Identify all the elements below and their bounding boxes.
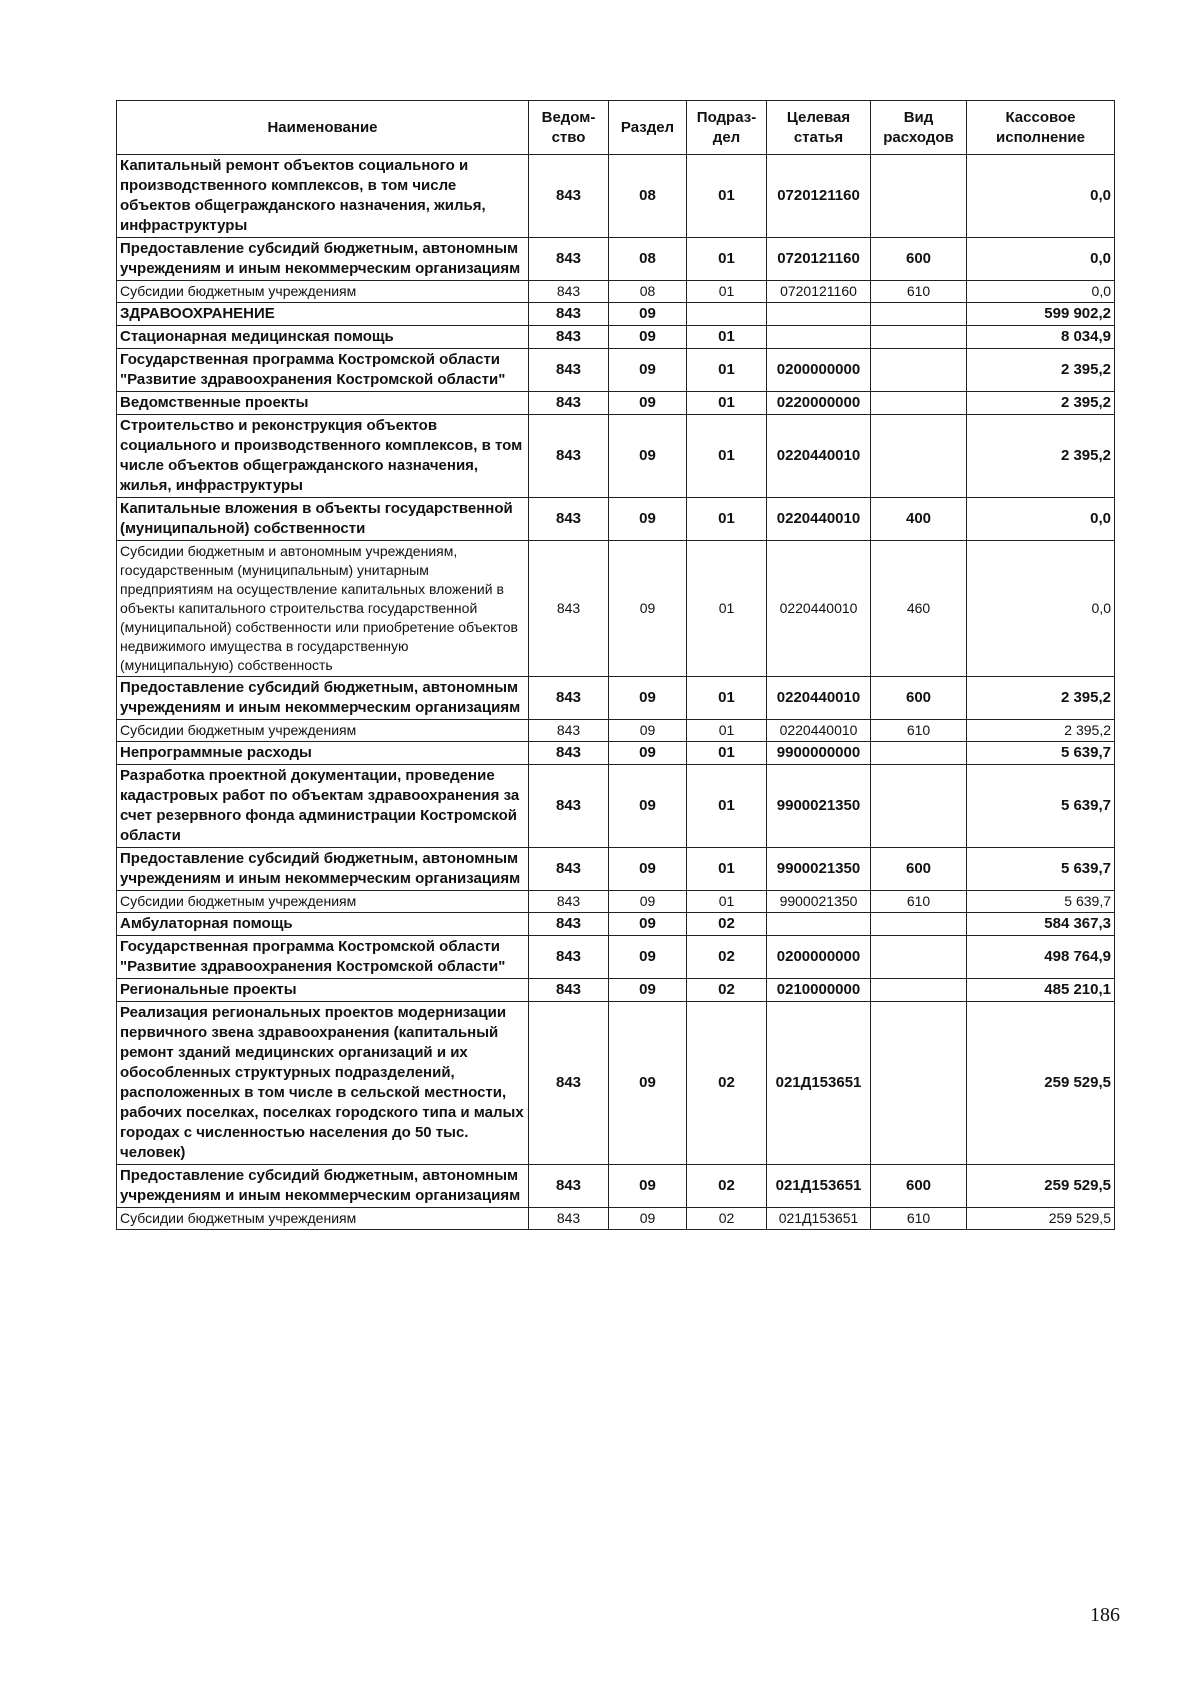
cell-podrazdel: 01 [687,415,767,498]
cell-razdel: 09 [609,1165,687,1208]
cell-ispolnenie: 2 395,2 [967,677,1115,720]
cell-vid: 460 [871,541,967,677]
cell-razdel: 08 [609,281,687,303]
cell-ispolnenie: 2 395,2 [967,392,1115,415]
table-row [117,742,1115,765]
cell-podrazdel: 01 [687,742,767,765]
cell-name: Субсидии бюджетным учреждениям [117,281,529,303]
table-row [117,392,1115,415]
header-tselevaya: Целевая статья [767,101,871,155]
cell-vedomstvo: 843 [529,979,609,1002]
cell-vedomstvo: 843 [529,415,609,498]
cell-tselevaya: 0220440010 [767,415,871,498]
table-row [117,720,1115,742]
cell-razdel: 09 [609,1208,687,1230]
cell-podrazdel: 02 [687,936,767,979]
cell-tselevaya: 0720121160 [767,238,871,281]
cell-ispolnenie: 485 210,1 [967,979,1115,1002]
cell-vedomstvo: 843 [529,281,609,303]
table-row [117,415,1115,498]
cell-vid [871,326,967,349]
cell-vedomstvo: 843 [529,1208,609,1230]
budget-execution-table [116,100,1115,1230]
cell-podrazdel: 01 [687,326,767,349]
cell-tselevaya: 9900021350 [767,891,871,913]
table-header-row [117,101,1115,155]
cell-name: Государственная программа Костромской области "Развитие здравоохранения Костромской области" [117,349,529,392]
table-row [117,349,1115,392]
cell-tselevaya: 0200000000 [767,349,871,392]
page-number: 186 [1090,1604,1120,1626]
cell-name: Субсидии бюджетным учреждениям [117,891,529,913]
cell-tselevaya: 0220440010 [767,541,871,677]
cell-vedomstvo: 843 [529,349,609,392]
cell-podrazdel: 02 [687,1165,767,1208]
table-row [117,848,1115,891]
cell-vid [871,913,967,936]
cell-name: Субсидии бюджетным учреждениям [117,720,529,742]
cell-podrazdel: 01 [687,349,767,392]
table-row [117,677,1115,720]
cell-tselevaya: 9900000000 [767,742,871,765]
cell-razdel: 08 [609,155,687,238]
cell-ispolnenie: 0,0 [967,498,1115,541]
cell-name: Амбулаторная помощь [117,913,529,936]
cell-ispolnenie: 498 764,9 [967,936,1115,979]
cell-vedomstvo: 843 [529,498,609,541]
cell-tselevaya: 0200000000 [767,936,871,979]
cell-vedomstvo: 843 [529,326,609,349]
cell-podrazdel: 01 [687,155,767,238]
cell-podrazdel: 01 [687,498,767,541]
cell-vid: 610 [871,891,967,913]
cell-ispolnenie: 259 529,5 [967,1165,1115,1208]
table-row [117,979,1115,1002]
cell-podrazdel: 02 [687,979,767,1002]
table-body [117,155,1115,1230]
cell-podrazdel: 01 [687,891,767,913]
table-row [117,326,1115,349]
cell-vid: 400 [871,498,967,541]
cell-vedomstvo: 843 [529,913,609,936]
cell-ispolnenie: 259 529,5 [967,1002,1115,1165]
cell-razdel: 09 [609,326,687,349]
cell-vedomstvo: 843 [529,936,609,979]
cell-vid [871,349,967,392]
cell-podrazdel: 01 [687,392,767,415]
table-row [117,891,1115,913]
header-vedomstvo: Ведом-ство [529,101,609,155]
cell-vedomstvo: 843 [529,1165,609,1208]
cell-vid [871,936,967,979]
cell-name: Непрограммные расходы [117,742,529,765]
cell-ispolnenie: 2 395,2 [967,349,1115,392]
cell-podrazdel: 02 [687,1002,767,1165]
cell-vedomstvo: 843 [529,238,609,281]
cell-tselevaya: 021Д153651 [767,1208,871,1230]
cell-ispolnenie: 0,0 [967,541,1115,677]
cell-podrazdel: 01 [687,677,767,720]
table-row [117,1165,1115,1208]
cell-name: Стационарная медицинская помощь [117,326,529,349]
cell-ispolnenie: 0,0 [967,281,1115,303]
table-row [117,1208,1115,1230]
cell-name: Предоставление субсидий бюджетным, автономным учреждениям и иным некоммерческим организациям [117,1165,529,1208]
cell-vedomstvo: 843 [529,742,609,765]
cell-razdel: 09 [609,498,687,541]
cell-name: Предоставление субсидий бюджетным, автономным учреждениям и иным некоммерческим организациям [117,238,529,281]
cell-vid: 610 [871,720,967,742]
cell-vedomstvo: 843 [529,720,609,742]
table-row [117,541,1115,677]
cell-podrazdel: 01 [687,541,767,677]
table-row [117,498,1115,541]
cell-razdel: 09 [609,913,687,936]
cell-razdel: 09 [609,720,687,742]
cell-name: Реализация региональных проектов модернизации первичного звена здравоохранения (капитальный ремонт зданий медицинских организаций и их обособленных структурных подразделений, расположенных в том числе в сельской местности, рабочих поселках, поселках городского типа и малых городах с численностью населения до 50 тыс. человек) [117,1002,529,1165]
cell-vid [871,742,967,765]
table-row [117,1002,1115,1165]
table-row [117,765,1115,848]
cell-razdel: 09 [609,936,687,979]
cell-tselevaya: 021Д153651 [767,1002,871,1165]
cell-tselevaya: 021Д153651 [767,1165,871,1208]
cell-vid [871,392,967,415]
cell-podrazdel: 01 [687,848,767,891]
cell-razdel: 09 [609,541,687,677]
table-row [117,303,1115,326]
cell-tselevaya: 0220440010 [767,498,871,541]
cell-vedomstvo: 843 [529,541,609,677]
cell-tselevaya: 0720121160 [767,155,871,238]
header-name: Наименование [117,101,529,155]
cell-vid: 600 [871,677,967,720]
cell-tselevaya [767,913,871,936]
cell-name: Разработка проектной документации, проведение кадастровых работ по объектам здравоохранения за счет резервного фонда администрации Костромской области [117,765,529,848]
header-ispolnenie: Кассовое исполнение [967,101,1115,155]
cell-name: Региональные проекты [117,979,529,1002]
cell-tselevaya: 0220440010 [767,720,871,742]
cell-tselevaya: 9900021350 [767,848,871,891]
cell-name: Предоставление субсидий бюджетным, автономным учреждениям и иным некоммерческим организациям [117,848,529,891]
header-razdel: Раздел [609,101,687,155]
cell-podrazdel [687,303,767,326]
table-row [117,238,1115,281]
cell-name: Субсидии бюджетным учреждениям [117,1208,529,1230]
cell-ispolnenie: 8 034,9 [967,326,1115,349]
cell-tselevaya [767,303,871,326]
cell-vid [871,155,967,238]
cell-vid: 600 [871,1165,967,1208]
cell-vid: 600 [871,238,967,281]
cell-podrazdel: 02 [687,1208,767,1230]
cell-razdel: 09 [609,1002,687,1165]
cell-name: Строительство и реконструкция объектов социального и производственного комплексов, в том числе объектов общегражданского назначения, жилья, инфраструктуры [117,415,529,498]
cell-ispolnenie: 5 639,7 [967,891,1115,913]
cell-tselevaya: 0210000000 [767,979,871,1002]
cell-ispolnenie: 584 367,3 [967,913,1115,936]
cell-tselevaya: 0220440010 [767,677,871,720]
cell-tselevaya: 0220000000 [767,392,871,415]
cell-vedomstvo: 843 [529,848,609,891]
cell-ispolnenie: 2 395,2 [967,720,1115,742]
cell-ispolnenie: 5 639,7 [967,742,1115,765]
cell-name: ЗДРАВООХРАНЕНИЕ [117,303,529,326]
cell-name: Капитальные вложения в объекты государственной (муниципальной) собственности [117,498,529,541]
cell-vid [871,303,967,326]
cell-razdel: 09 [609,765,687,848]
cell-vedomstvo: 843 [529,1002,609,1165]
cell-ispolnenie: 5 639,7 [967,848,1115,891]
cell-tselevaya: 9900021350 [767,765,871,848]
table-row [117,913,1115,936]
cell-vedomstvo: 843 [529,303,609,326]
cell-podrazdel: 01 [687,238,767,281]
cell-vedomstvo: 843 [529,891,609,913]
cell-vedomstvo: 843 [529,392,609,415]
cell-podrazdel: 01 [687,281,767,303]
cell-ispolnenie: 599 902,2 [967,303,1115,326]
cell-razdel: 09 [609,848,687,891]
cell-podrazdel: 01 [687,720,767,742]
cell-ispolnenie: 0,0 [967,238,1115,281]
cell-ispolnenie: 2 395,2 [967,415,1115,498]
cell-tselevaya [767,326,871,349]
cell-name: Капитальный ремонт объектов социального и производственного комплексов, в том числе объектов общегражданского назначения, жилья, инфраструктуры [117,155,529,238]
cell-name: Государственная программа Костромской области "Развитие здравоохранения Костромской области" [117,936,529,979]
cell-vid [871,415,967,498]
cell-ispolnenie: 0,0 [967,155,1115,238]
cell-razdel: 08 [609,238,687,281]
cell-razdel: 09 [609,979,687,1002]
cell-vid: 610 [871,281,967,303]
cell-vedomstvo: 843 [529,677,609,720]
cell-vid: 610 [871,1208,967,1230]
cell-name: Ведомственные проекты [117,392,529,415]
cell-vid [871,1002,967,1165]
cell-razdel: 09 [609,677,687,720]
cell-podrazdel: 01 [687,765,767,848]
header-podrazdel: Подраз-дел [687,101,767,155]
cell-vedomstvo: 843 [529,765,609,848]
cell-razdel: 09 [609,742,687,765]
cell-razdel: 09 [609,303,687,326]
table-row [117,155,1115,238]
cell-name: Субсидии бюджетным и автономным учреждениям, государственным (муниципальным) унитарным предприятиям на осуществление капитальных вложений в объекты капитального строительства государственной (муниципальной) собственности или приобретение объектов недвижимого имущества в государственную (муниципальную) собственность [117,541,529,677]
cell-tselevaya: 0720121160 [767,281,871,303]
header-vid: Вид расходов [871,101,967,155]
cell-vedomstvo: 843 [529,155,609,238]
cell-razdel: 09 [609,349,687,392]
cell-ispolnenie: 259 529,5 [967,1208,1115,1230]
cell-razdel: 09 [609,415,687,498]
cell-razdel: 09 [609,392,687,415]
cell-vid: 600 [871,848,967,891]
cell-name: Предоставление субсидий бюджетным, автономным учреждениям и иным некоммерческим организациям [117,677,529,720]
cell-podrazdel: 02 [687,913,767,936]
table-row [117,281,1115,303]
cell-razdel: 09 [609,891,687,913]
cell-ispolnenie: 5 639,7 [967,765,1115,848]
cell-vid [871,765,967,848]
table-row [117,936,1115,979]
cell-vid [871,979,967,1002]
